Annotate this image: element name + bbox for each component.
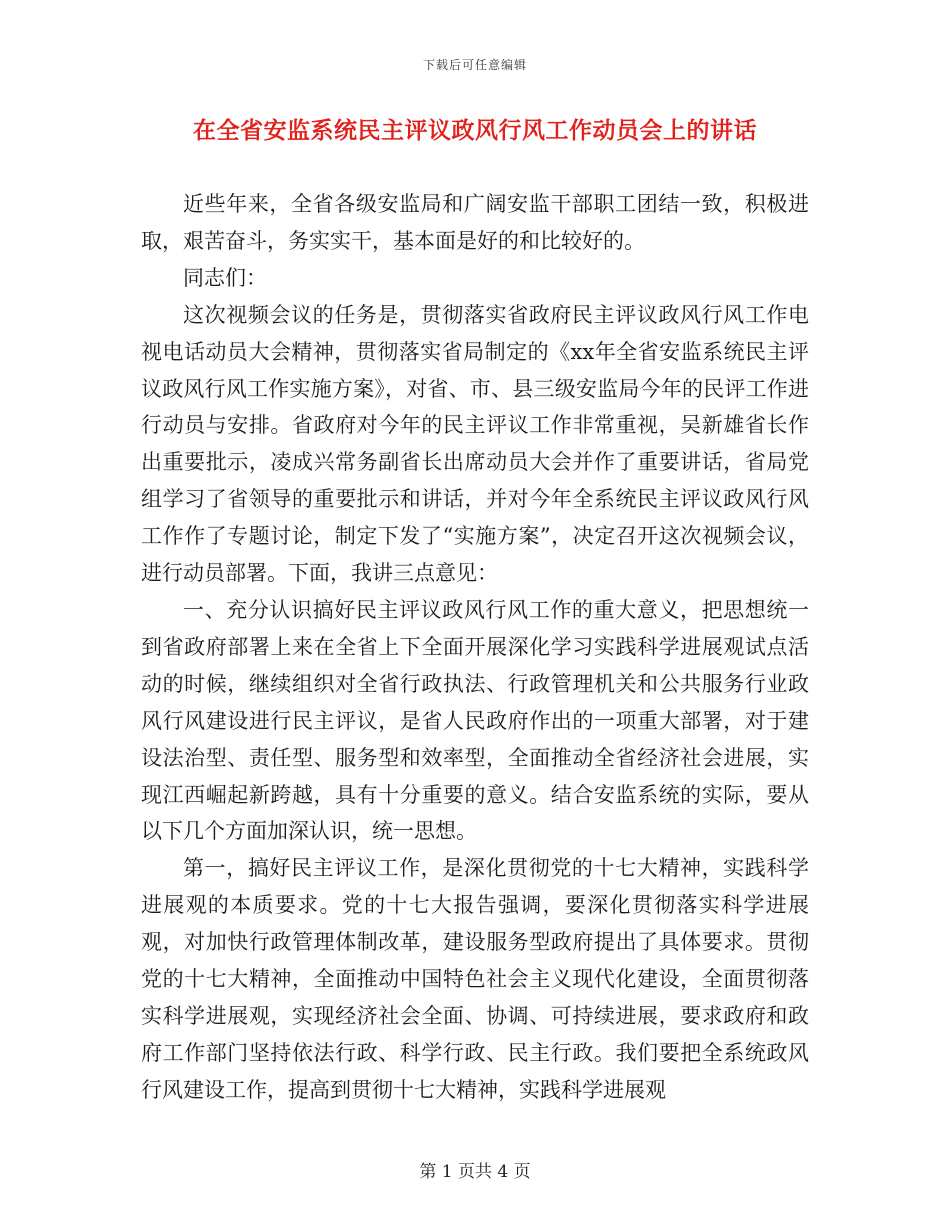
paragraph: 一、充分认识搞好民主评议政风行风工作的重大意义，把思想统一到省政府部署上来在全省上下全面开展深化学习实践科学进展观试点活动的时候，继续组织对全省行政执法、行政管理机关和公共服务行业政风行风建设进行民主评议，是省人民政府作出的一项重大部署，对于建设法治型、责任型、服务型和效率型，全面推动全省经济社会进展，实现江西崛起新跨越，具有十分重要的意义。结合安监系统的实际，要从以下几个方面加深认识，统一思想。 [141,597,809,844]
header-note: 下载后可任意编辑 [422,58,527,72]
paragraph: 这次视频会议的任务是，贯彻落实省政府民主评议政风行风工作电视电话动员大会精神，贯彻落实省局制定的《xx年全省安监系统民主评议政风行风工作实施方案》，对省、市、县三级安监局今年的民评工作进行动员与安排。省政府对今年的民主评议工作非常重视，吴新雄省长作出重要批示，凌成兴常务副省长出席动员大会并作了重要讲话，省局党组学习了省领导的重要批示和讲话，并对今年全系统民主评议政风行风工作作了专题讨论，制定下发了“实施方案”，决定召开这次视频会议，进行动员部署。下面，我讲三点意见： [141,302,809,586]
paragraph-salutation: 同志们： [183,265,267,290]
page-number: 第 1 页共 4 页 [419,1162,531,1182]
document-body [141,186,809,1109]
paragraph: 近些年来，全省各级安监局和广阔安监干部职工团结一致，积极进取，艰苦奋斗，务实实干，基本面是好的和比较好的。 [141,192,809,253]
paragraph: 第一，搞好民主评议工作，是深化贯彻党的十七大精神，实践科学进展观的本质要求。党的十七大报告强调，要深化贯彻落实科学进展观，对加快行政管理体制改革，建设服务型政府提出了具体要求。贯彻党的十七大精神，全面推动中国特色社会主义现代化建设，全面贯彻落实科学进展观，实现经济社会全面、协调、可持续进展，要求政府和政府工作部门坚持依法行政、科学行政、民主行政。我们要把全系统政风行风建设工作，提高到贯彻十七大精神，实践科学进展观 [141,856,809,1102]
document-title: 在全省安监系统民主评议政风行风工作动员会上的讲话 [193,117,757,144]
